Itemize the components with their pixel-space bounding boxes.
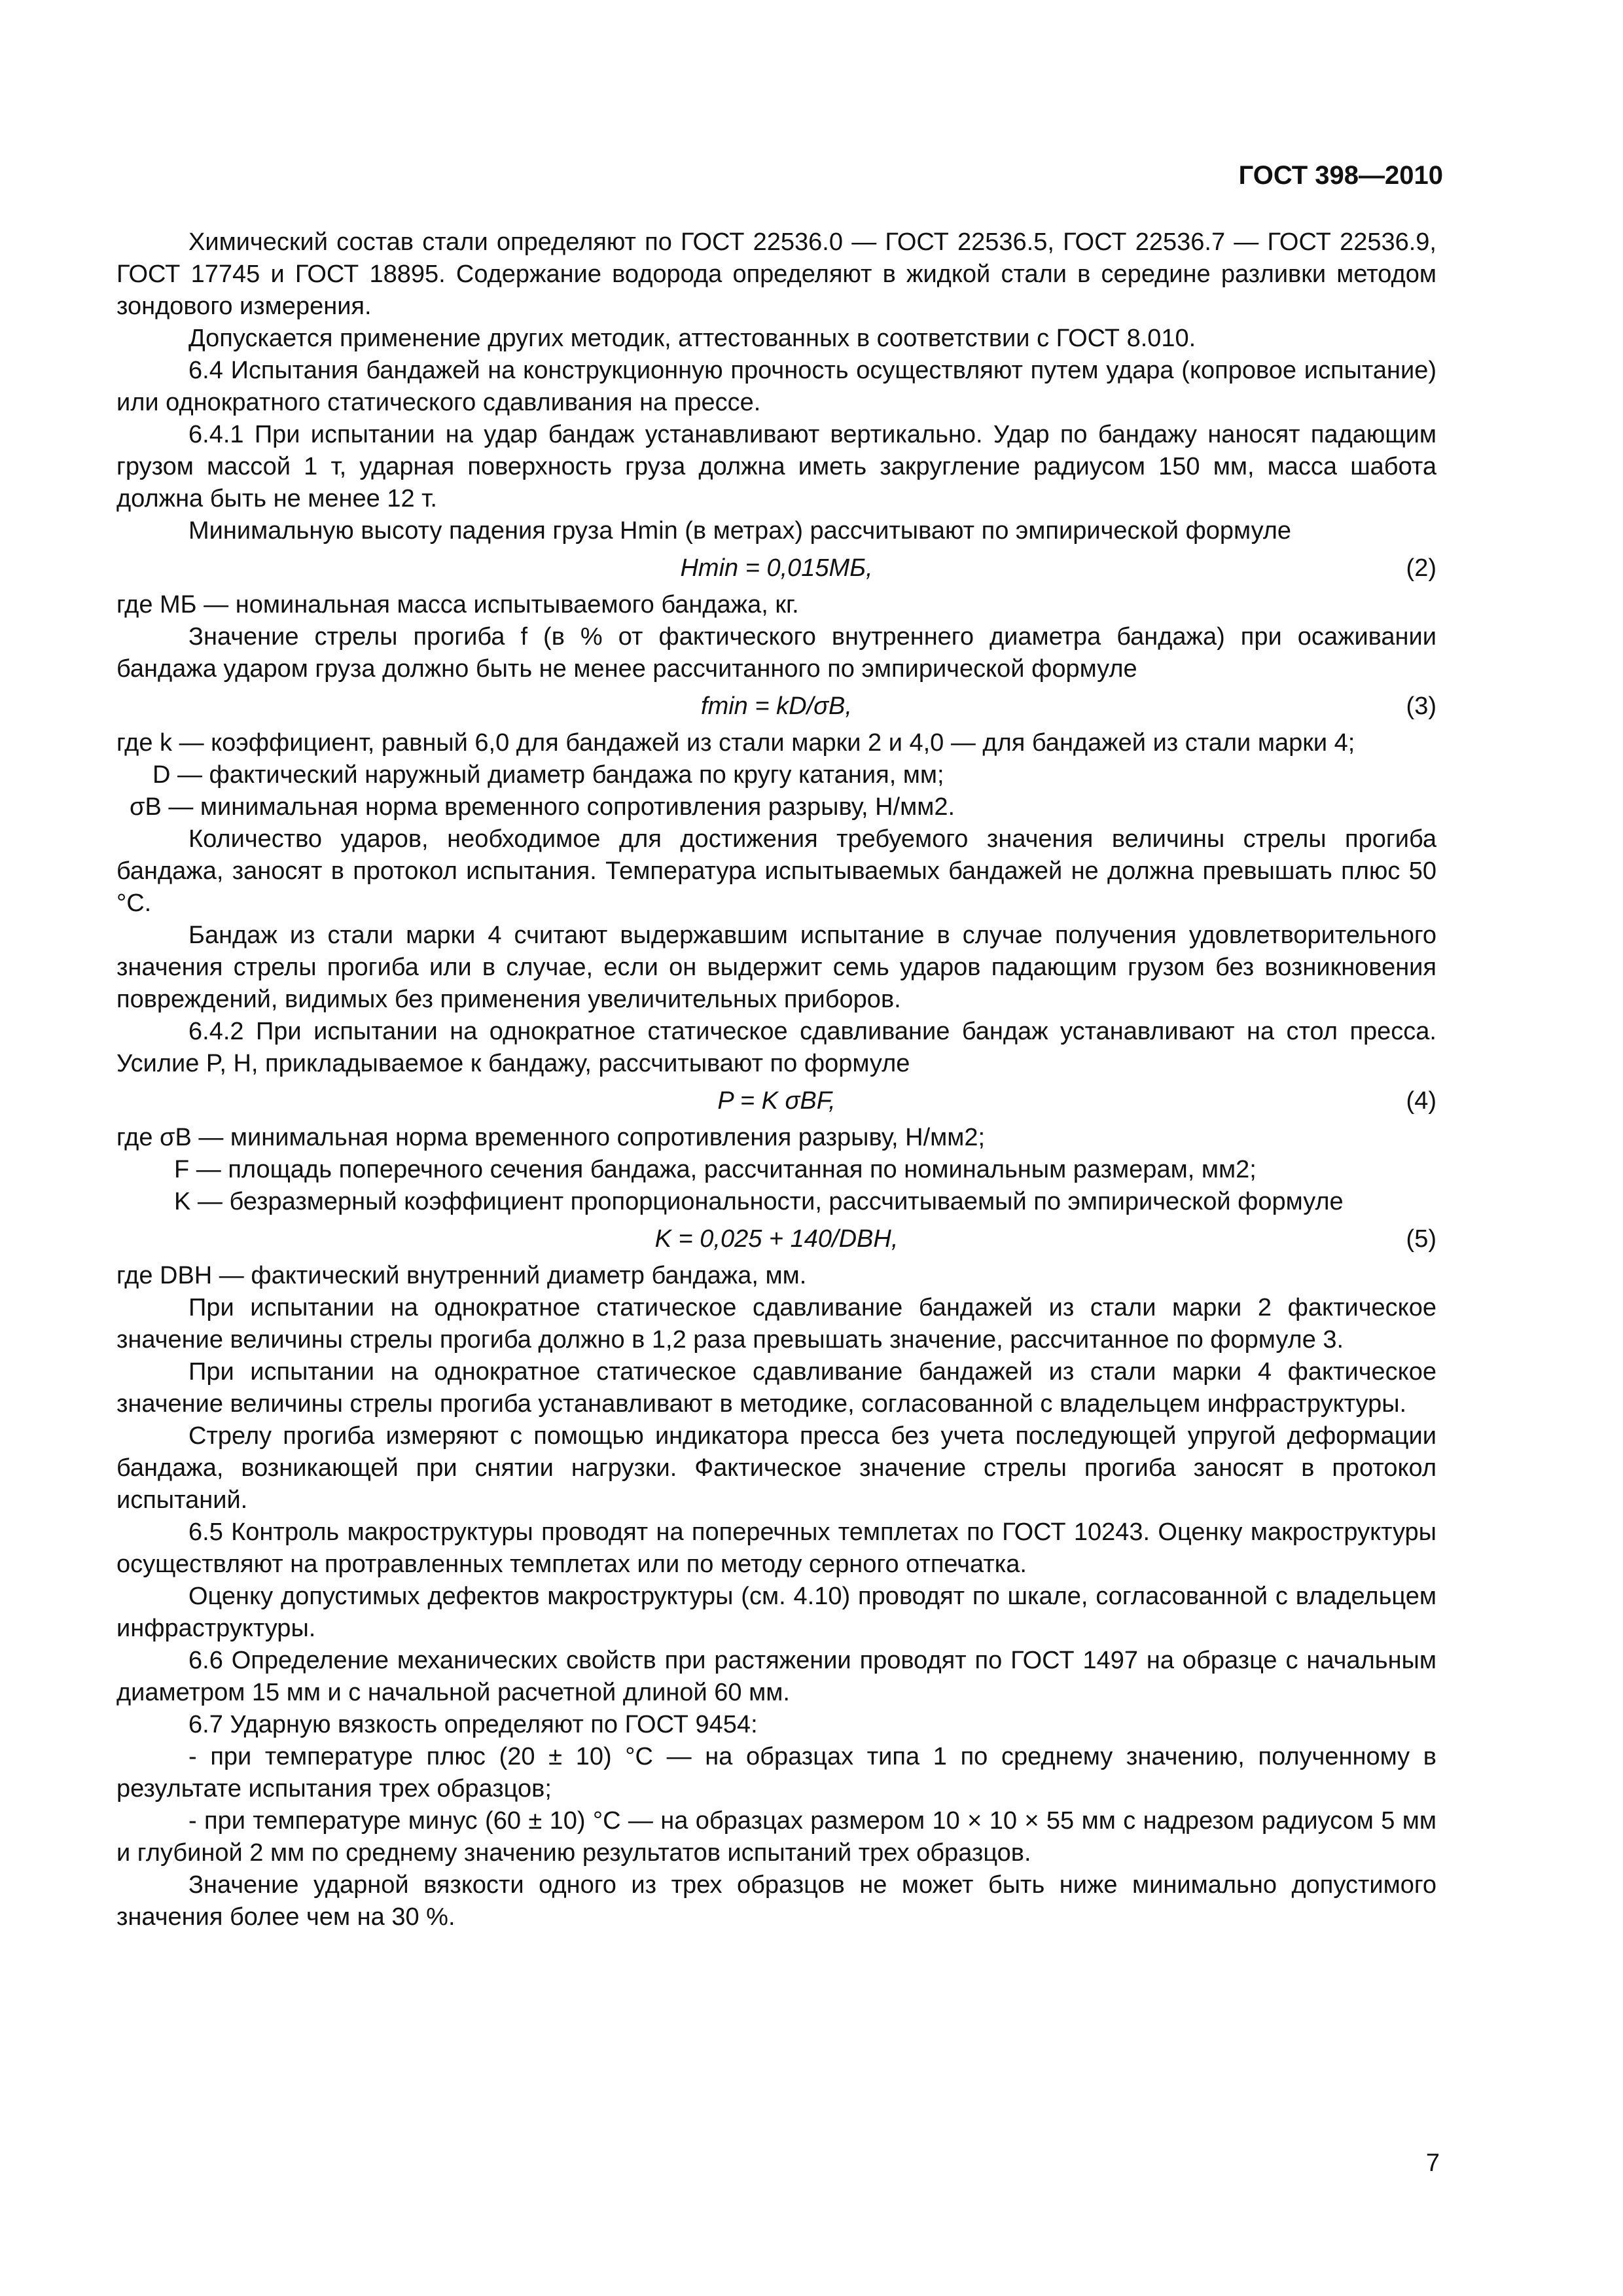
paragraph: Значение ударной вязкости одного из трех образцов не может быть ниже минимально допустимого значения более чем на 30 %. — [116, 1871, 1436, 1931]
formula-legend: где σВ — минимальная норма временного сопротивления разрыву, Н/мм2; — [116, 1124, 986, 1151]
formula-2 — [116, 547, 1436, 589]
formula-expression: K = 0,025 + 140/DВН, — [654, 1225, 899, 1253]
paragraph: Стрелу прогиба измеряют с помощью индикатора пресса без учета последующей упругой деформации бандажа, возникающей при снятии нагрузки. Фактическое значение стрелы прогиба заносят в протокол испытаний. — [116, 1422, 1436, 1514]
paragraph: 6.6 Определение механических свойств при растяжении проводят по ГОСТ 1497 на образце с начальным диаметром 15 мм и с начальной расчетной длиной 60 мм. — [116, 1647, 1436, 1706]
paragraph: Бандаж из стали марки 4 считают выдержавшим испытание в случае получения удовлетворительного значения стрелы прогиба или в случае, если он выдержит семь ударов падающим грузом без возникновения повреждений, видимых без применения увеличительных приборов. — [116, 922, 1436, 1013]
list-item: - при температуре минус (60 ± 10) °С — на образцах размером 10 × 10 × 55 мм с надрезом радиусом 5 мм и глубиной 2 мм по среднему значению результатов испытаний трех образцов. — [116, 1807, 1436, 1867]
list-item: - при температуре плюс (20 ± 10) °С — на образцах типа 1 по среднему значению, полученному в результате испытания трех образцов; — [116, 1743, 1436, 1803]
formula-3 — [116, 685, 1436, 727]
formula-5 — [116, 1218, 1436, 1260]
formula-legend: где MБ — номинальная масса испытываемого бандажа, кг. — [116, 591, 799, 619]
formula-expression: P = K σВF, — [717, 1087, 836, 1115]
paragraph: Допускается применение других методик, аттестованных в соответствии с ГОСТ 8.010. — [188, 325, 1196, 352]
paragraph: При испытании на однократное статическое сдавливание бандажей из стали марки 4 фактическое значение величины стрелы прогиба устанавливают в методике, согласованной с владельцем инфраструктуры. — [116, 1358, 1436, 1418]
formula-legend: K — безразмерный коэффициент пропорциональности, рассчитываемый по эмпирической формуле — [174, 1188, 1344, 1215]
formula-legend: где DВН — фактический внутренний диаметр бандажа, мм. — [116, 1262, 807, 1289]
formula-legend: F — площадь поперечного сечения бандажа, рассчитанная по номинальным размерам, мм2; — [174, 1156, 1257, 1183]
formula-number: (3) — [1406, 692, 1436, 720]
paragraph: 6.7 Ударную вязкость определяют по ГОСТ 9454: — [188, 1711, 758, 1738]
paragraph: При испытании на однократное статическое сдавливание бандажей из стали марки 2 фактическое значение величины стрелы прогиба должно в 1,2 раза превышать значение, рассчитанное по формуле 3. — [116, 1294, 1436, 1354]
formula-number: (4) — [1406, 1087, 1436, 1115]
formula-legend: σВ — минимальная норма временного сопротивления разрыву, Н/мм2. — [130, 793, 955, 821]
page-number: 7 — [1425, 2149, 1440, 2177]
paragraph: 6.4.1 При испытании на удар бандаж устанавливают вертикально. Удар по бандажу наносят падающим грузом массой 1 т, ударная поверхность груза должна иметь закругление радиусом 150 мм, масса шабота должна быть не менее 12 т. — [116, 421, 1436, 512]
document-header: ГОСТ 398—2010 — [1238, 161, 1443, 190]
formula-4 — [116, 1080, 1436, 1122]
formula-legend: где k — коэффициент, равный 6,0 для бандажей из стали марки 2 и 4,0 — для бандажей из стали марки 4; — [116, 729, 1355, 757]
formula-number: (5) — [1406, 1225, 1436, 1253]
formula-expression: Hmin = 0,015MБ, — [680, 554, 873, 582]
formula-expression: fmin = kD/σВ, — [701, 692, 852, 720]
paragraph: Химический состав стали определяют по ГОСТ 22536.0 — ГОСТ 22536.5, ГОСТ 22536.7 — ГОСТ 22536.9, ГОСТ 17745 и ГОСТ 18895. Содержание водорода определяют в жидкой стали в середине разливки методом зондового измерения. — [116, 228, 1436, 320]
paragraph: 6.4.2 При испытании на однократное статическое сдавливание бандаж устанавливают на стол пресса. Усилие P, Н, прикладываемое к бандажу, рассчитывают по формуле — [116, 1018, 1436, 1077]
paragraph: Количество ударов, необходимое для достижения требуемого значения величины стрелы прогиба бандажа, заносят в протокол испытания. Температура испытываемых бандажей не должна превышать плюс 50 °С. — [116, 825, 1436, 917]
paragraph: Оценку допустимых дефектов макроструктуры (см. 4.10) проводят по шкале, согласованной с владельцем инфраструктуры. — [116, 1583, 1436, 1642]
document-body — [116, 226, 1436, 1933]
paragraph: Значение стрелы прогиба f (в % от фактического внутреннего диаметра бандажа) при осаживании бандажа ударом груза должно быть не менее рассчитанного по эмпирической формуле — [116, 623, 1436, 683]
paragraph: 6.5 Контроль макроструктуры проводят на поперечных темплетах по ГОСТ 10243. Оценку макроструктуры осуществляют на протравленных темплетах или по методу серного отпечатка. — [116, 1518, 1436, 1578]
paragraph: Минимальную высоту падения груза Hmin (в метрах) рассчитывают по эмпирической формуле — [188, 517, 1292, 545]
formula-number: (2) — [1406, 554, 1436, 582]
formula-legend: D — фактический наружный диаметр бандажа по кругу катания, мм; — [152, 761, 944, 789]
paragraph: 6.4 Испытания бандажей на конструкционную прочность осуществляют путем удара (копровое испытание) или однократного статического сдавливания на прессе. — [116, 357, 1436, 416]
